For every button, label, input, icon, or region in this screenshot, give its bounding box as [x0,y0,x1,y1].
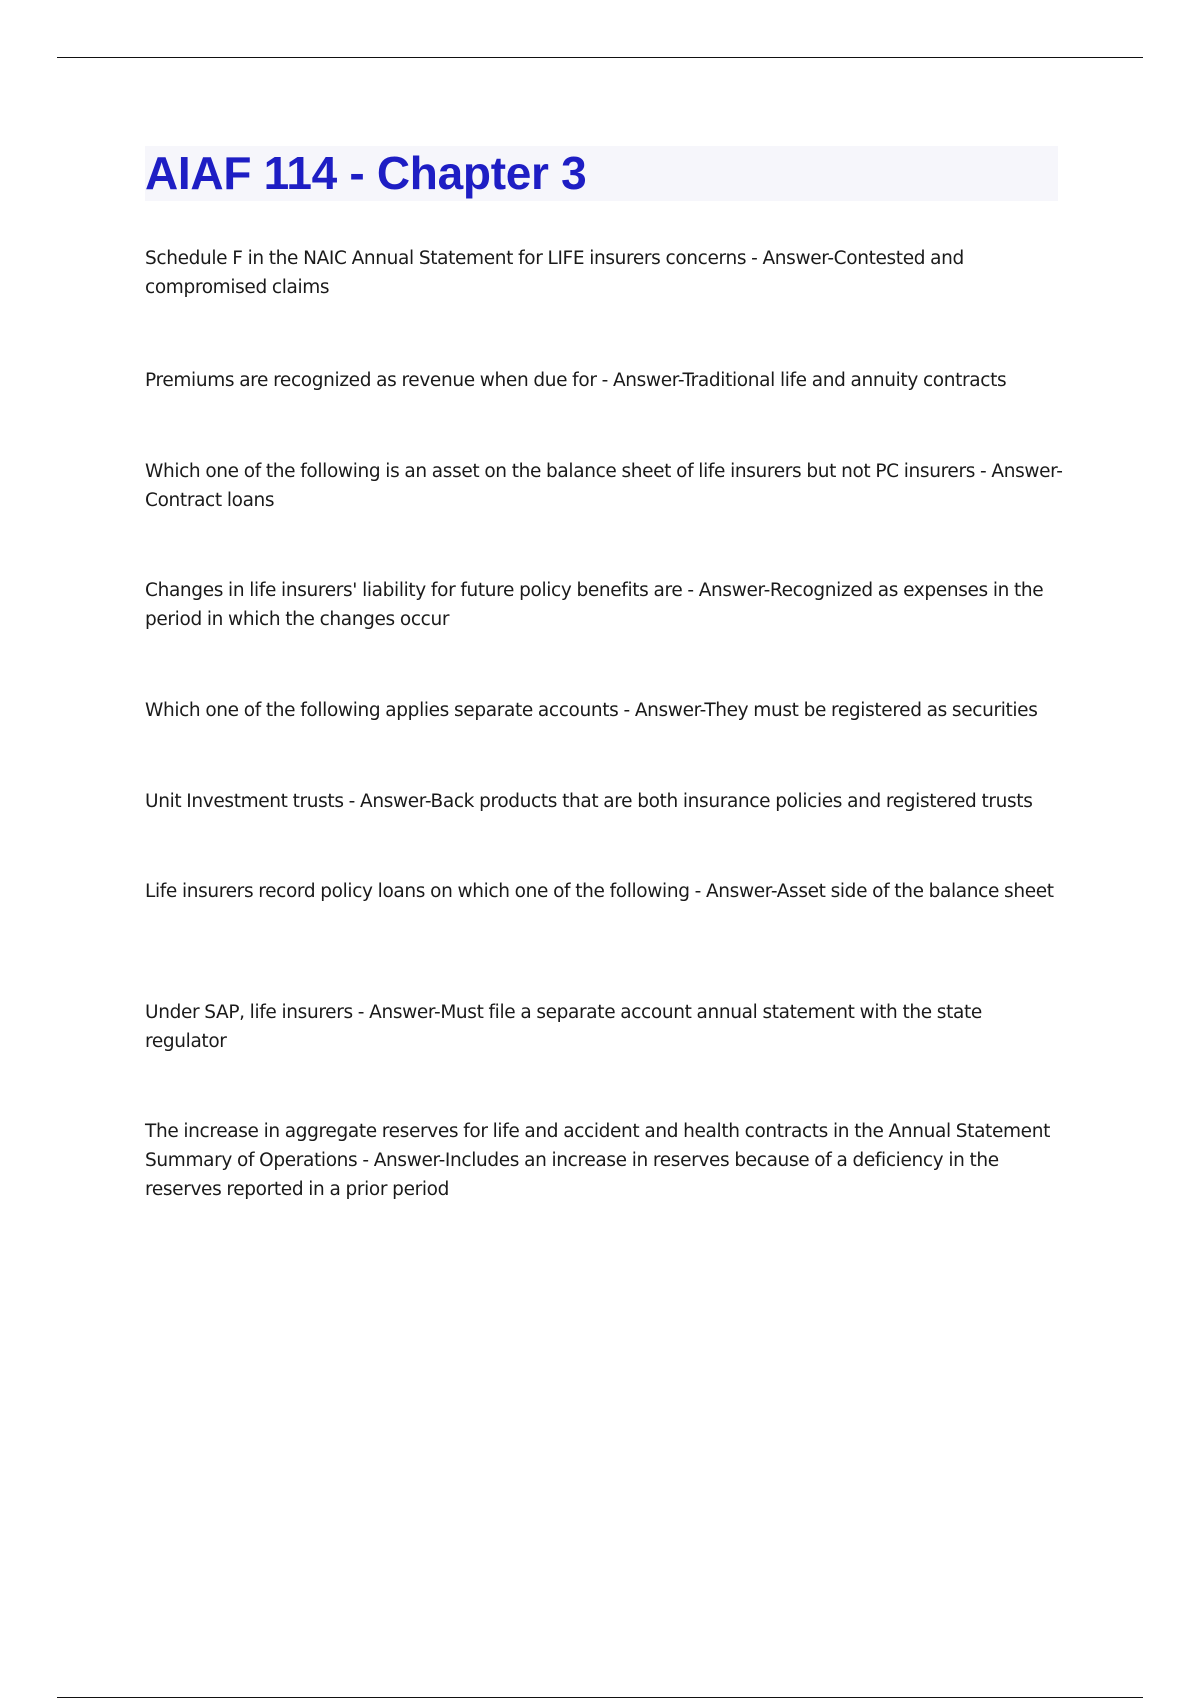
qa-item-5: Which one of the following applies separate accounts - Answer-They must be registered as securities [145,700,1038,721]
top-rule [57,57,1143,58]
qa-item-4: Changes in life insurers' liability for future policy benefits are - Answer-Recognized as expenses in the period in which the changes occur [145,580,1044,630]
qa-item-9: The increase in aggregate reserves for life and accident and health contracts in the Annual Statement Summary of Operations - Answer-Includes an increase in reserves because of a deficiency in the reserves reported in a prior period [145,1121,1050,1200]
qa-item-6: Unit Investment trusts - Answer-Back products that are both insurance policies and registered trusts [145,791,1033,812]
qa-item-7: Life insurers record policy loans on which one of the following - Answer-Asset side of the balance sheet [145,881,1054,902]
qa-item-3: Which one of the following is an asset on the balance sheet of life insurers but not PC insurers - Answer-Contract loans [145,461,1063,511]
qa-item-1: Schedule F in the NAIC Annual Statement for LIFE insurers concerns - Answer-Contested and compromised claims [145,248,964,298]
bottom-rule [57,1697,1143,1698]
document-title: AIAF 114 - Chapter 3 [145,147,587,199]
qa-item-2: Premiums are recognized as revenue when due for - Answer-Traditional life and annuity contracts [145,370,1007,391]
qa-item-8: Under SAP, life insurers - Answer-Must file a separate account annual statement with the state regulator [145,1002,982,1052]
